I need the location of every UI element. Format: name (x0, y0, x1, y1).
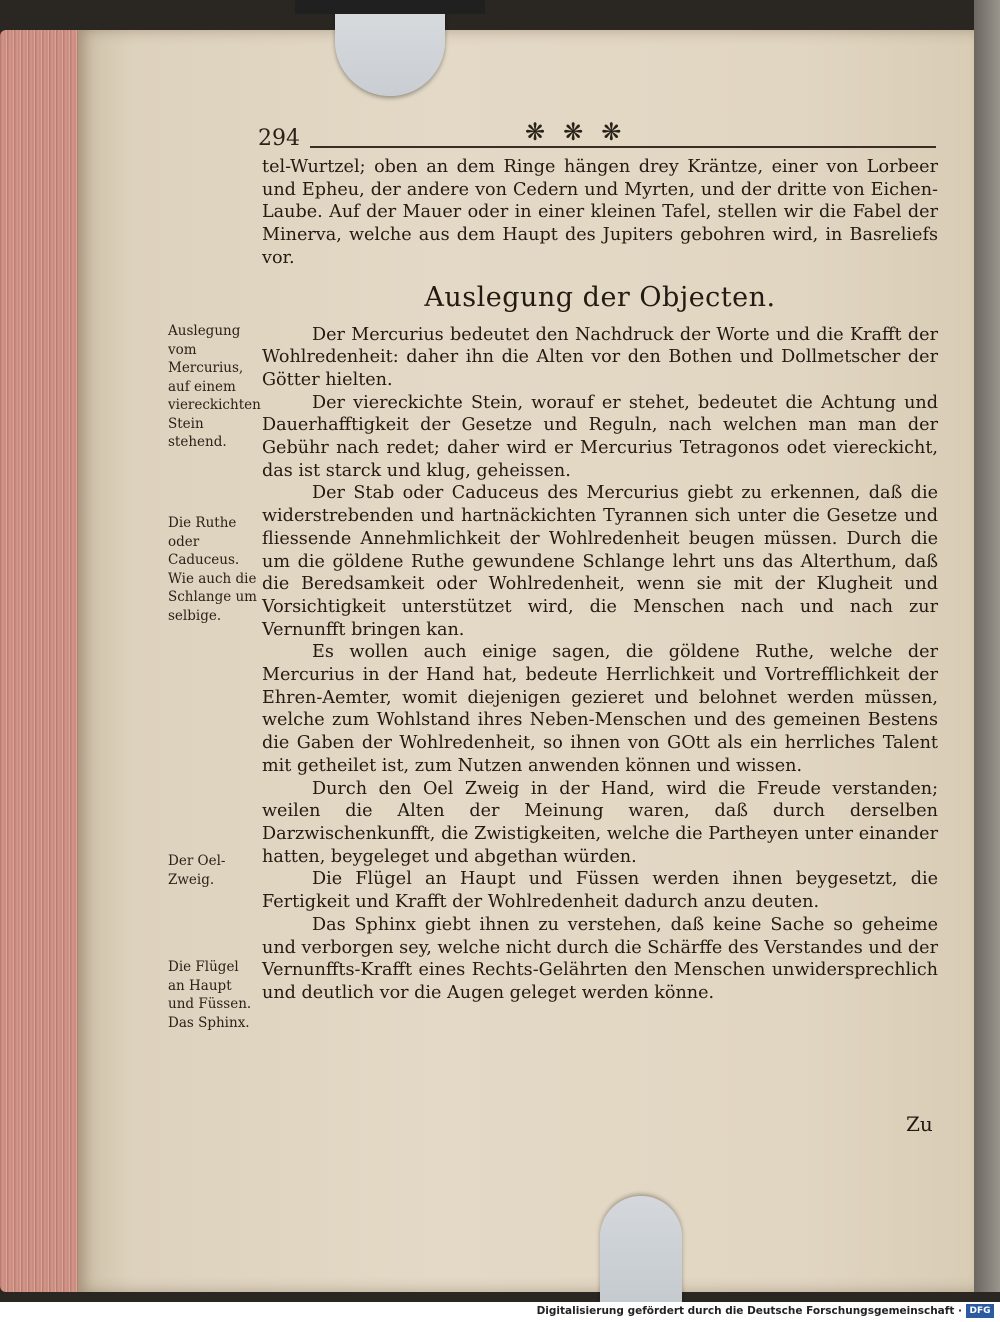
intro-paragraph: tel-Wurtzel; oben an dem Ringe hängen drey Kräntze, einer von Lorbeer und Epheu, der andere von Cedern und Myrten, und der dritte von Eichen-Laube. Auf der Mauer oder in einer kleinen Tafel, stellen wir die Fabel der Minerva, welche aus dem Haupt des Jupiters gebohren wird, in Basreliefs vor. (262, 157, 938, 268)
margin-note-mercurius: Auslegung vom Mercurius, auf einem viereckichten Stein stehend. (168, 323, 261, 450)
paragraph-ruthe: Es wollen auch einige sagen, die göldene Ruthe, welche der Mercurius in der Hand hat, bedeute Herrlichkeit und Vortrefflichkeit der Ehren-Aemter, womit diejenigen gezieret und belohnet werden müssen, welche zum Wohlstand ihres Neben-Menschen und des gemeinen Bestens die Gaben der Wohlredenheit, so ihnen von GOtt als ein herrliches Talent mit getheilet ist, zum Nutzen anwenden können und wissen. (262, 642, 938, 776)
paragraph-stein: Der viereckichte Stein, worauf er stehet, bedeutet die Achtung und Dauerhafftigkeit der Gesetze und Reguln, nach welchen man man der Gebühr nach redet; daher wird er Mercurius Tetragonos odet viereckicht, das ist starck und klug, geheissen. (262, 392, 938, 481)
main-text (262, 156, 938, 1005)
page-edges (0, 30, 82, 1292)
dfg-logo-icon: DFG (966, 1304, 994, 1318)
header-rule (310, 146, 936, 148)
header-ornament: ❋❋❋ (525, 118, 640, 146)
margin-note-oelzweig: Der Oel-Zweig. (168, 853, 226, 888)
section-heading: Auslegung der Objecten. (424, 281, 776, 313)
page-number: 294 (258, 126, 300, 151)
paragraph-fluegel: Die Flügel an Haupt und Füssen werden ihnen beygesetzt, die Fertigkeit und Krafft der Wohlredenheit dadurch anzu deuten. (262, 869, 938, 913)
margin-note-ruthe: Die Ruthe oder Caduceus. Wie auch die Schlange um selbige. (168, 515, 257, 624)
bottom-page-clip (600, 1196, 682, 1306)
paragraph-mercurius: Der Mercurius bedeutet den Nachdruck der Worte und die Krafft der Wohlredenheit: daher ihn die Alten vor den Bothen und Dollmetscher der Götter hielten. (262, 324, 938, 390)
paragraph-sphinx: Das Sphinx giebt ihnen zu verstehen, daß keine Sache so geheime und verborgen sey, welche nicht durch die Schärffe des Verstandes und der Vernunffts-Krafft eines Rechts-Gelährten den Menschen unwidersprechlich und deutlich vor die Augen geleget werden könne. (262, 914, 938, 1003)
margin-note-fluegel: Die Flügel an Haupt und Füssen. Das Sphinx. (168, 959, 252, 1031)
scanner-edge (974, 0, 1000, 1292)
footer-credit: Digitalisierung gefördert durch die Deutsche Forschungsgemeinschaft · (536, 1305, 962, 1317)
catchword: Zu (906, 1112, 933, 1136)
paragraph-stab: Der Stab oder Caduceus des Mercurius giebt zu erkennen, daß die widerstrebenden und hartnäckichten Tyrannen sich unter die Gesetze und fliessende Annehmlichkeit der Wohlredenheit beugen müssen. Durch die um die göldene Ruthe gewundene Schlange lehrt uns das Alterthum, daß die Beredsamkeit oder Wohlredenheit, wenn sie mit der Klugheit und Vorsichtigkeit unterstützet wird, die Menschen nach und nach zur Vernunfft bringen kan. (262, 483, 938, 640)
paragraph-oelzweig: Durch den Oel Zweig in der Hand, wird die Freude verstanden; weilen die Alten der Meinung waren, daß durch derselben Darzwischenkunfft, die Zwistigkeiten, welche die Partheyen unter einander hatten, beygeleget und abgethan würden. (262, 778, 938, 867)
